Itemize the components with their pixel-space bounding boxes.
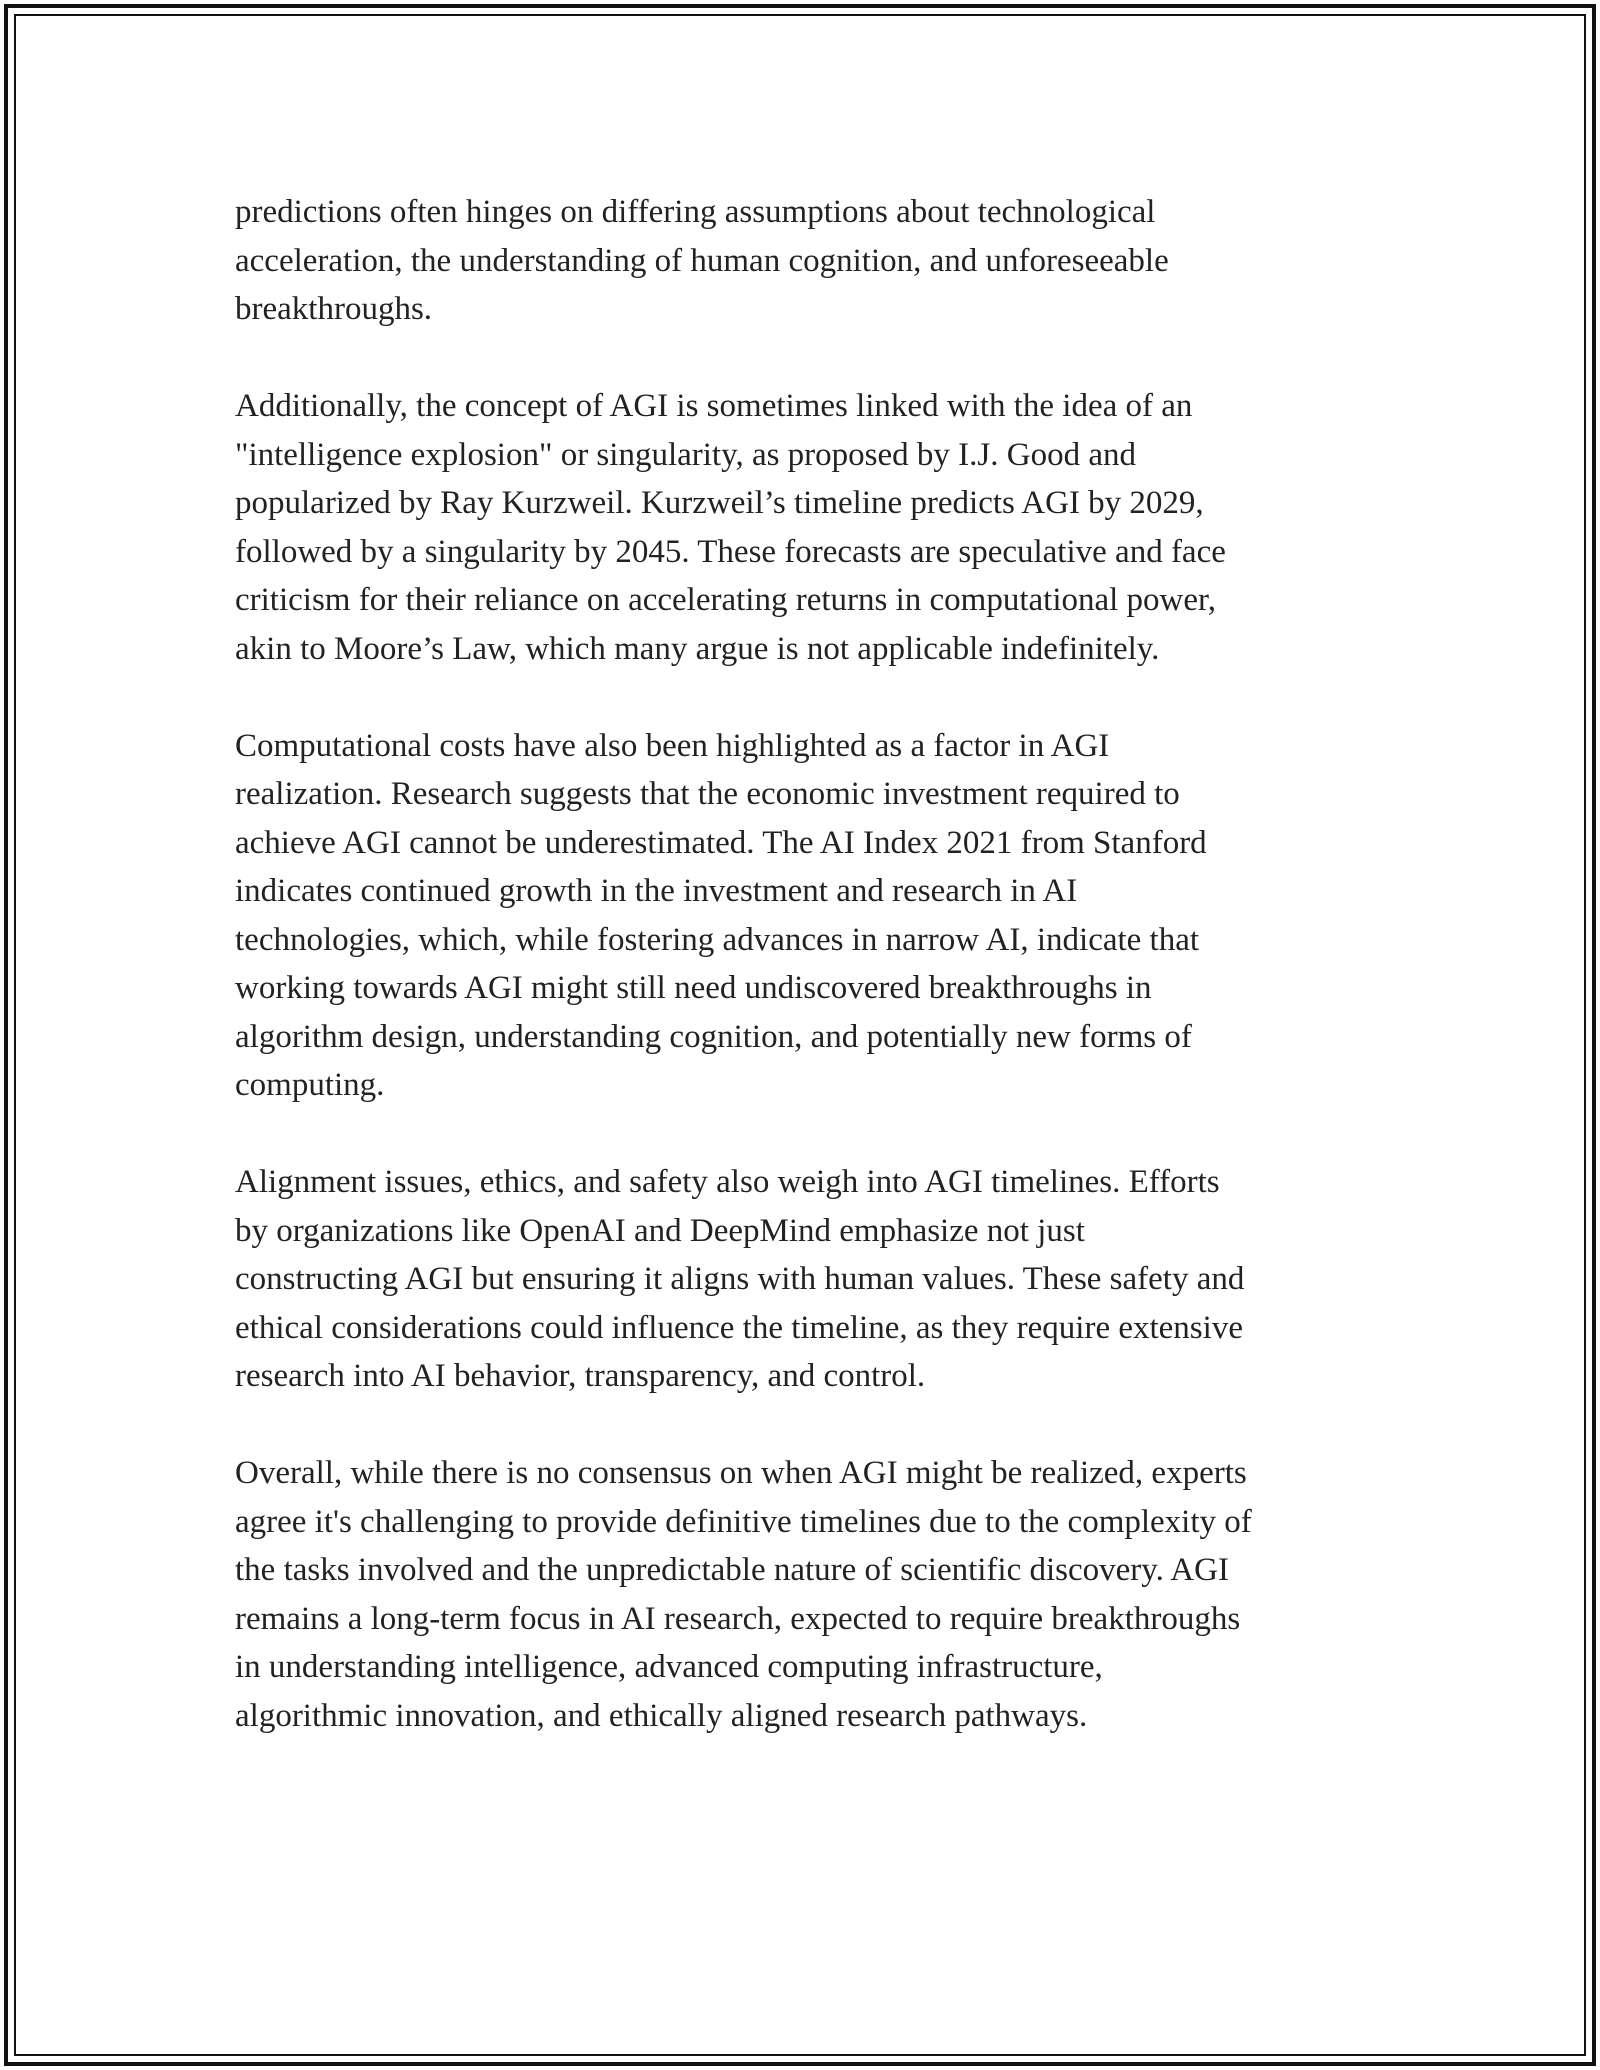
text-line: agree it's challenging to provide definitive timelines due to the complexity of — [235, 1503, 1252, 1540]
text-line: in understanding intelligence, advanced computing infrastructure, — [235, 1649, 1103, 1685]
text-line: Additionally, the concept of AGI is sometimes linked with the idea of an — [235, 388, 1193, 424]
paragraph-4 — [235, 1158, 1395, 1401]
text-line: predictions often hinges on differing assumptions about technological — [235, 194, 1156, 230]
text-line: ethical considerations could influence the timeline, as they require extensive — [235, 1309, 1243, 1346]
text-line: realization. Research suggests that the economic investment required to — [235, 776, 1180, 812]
text-line: the tasks involved and the unpredictable nature of scientific discovery. AGI — [235, 1552, 1229, 1588]
text-line: algorithm design, understanding cognition, and potentially new forms of — [235, 1018, 1192, 1055]
text-line: technologies, which, while fostering advances in narrow AI, indicate that — [235, 921, 1200, 958]
text-line: breakthroughs. — [235, 291, 433, 327]
text-line: "intelligence explosion" or singularity, as proposed by I.J. Good and — [235, 436, 1136, 473]
text-line: algorithmic innovation, and ethically aligned research pathways. — [235, 1697, 1088, 1734]
text-line: constructing AGI but ensuring it aligns with human values. These safety and — [235, 1261, 1245, 1297]
text-line: remains a long-term focus in AI research, expected to require breakthroughs — [235, 1600, 1241, 1637]
text-line: by organizations like OpenAI and DeepMind emphasize not just — [235, 1212, 1085, 1249]
text-line: Alignment issues, ethics, and safety also weigh into AGI timelines. Efforts — [235, 1164, 1220, 1200]
text-line: Overall, while there is no consensus on when AGI might be realized, experts — [235, 1455, 1247, 1491]
text-line: Computational costs have also been highlighted as a factor in AGI — [235, 727, 1110, 764]
text-line: acceleration, the understanding of human cognition, and unforeseeable — [235, 242, 1169, 279]
paragraph-2 — [235, 382, 1395, 673]
document-body — [235, 188, 1395, 1789]
text-line: popularized by Ray Kurzweil. Kurzweil’s timeline predicts AGI by 2029, — [235, 485, 1204, 521]
paragraph-5 — [235, 1449, 1395, 1740]
text-line: research into AI behavior, transparency, and control. — [235, 1358, 926, 1394]
text-line: criticism for their reliance on accelerating returns in computational power, — [235, 582, 1216, 618]
text-line: akin to Moore’s Law, which many argue is not applicable indefinitely. — [235, 630, 1160, 667]
paragraph-3 — [235, 722, 1395, 1110]
text-line: computing. — [235, 1067, 385, 1103]
text-line: achieve AGI cannot be underestimated. The AI Index 2021 from Stanford — [235, 824, 1207, 861]
paragraph-1 — [235, 188, 1395, 334]
text-line: indicates continued growth in the investment and research in AI — [235, 873, 1078, 909]
text-line: followed by a singularity by 2045. These forecasts are speculative and face — [235, 533, 1226, 570]
text-line: working towards AGI might still need undiscovered breakthroughs in — [235, 970, 1152, 1006]
